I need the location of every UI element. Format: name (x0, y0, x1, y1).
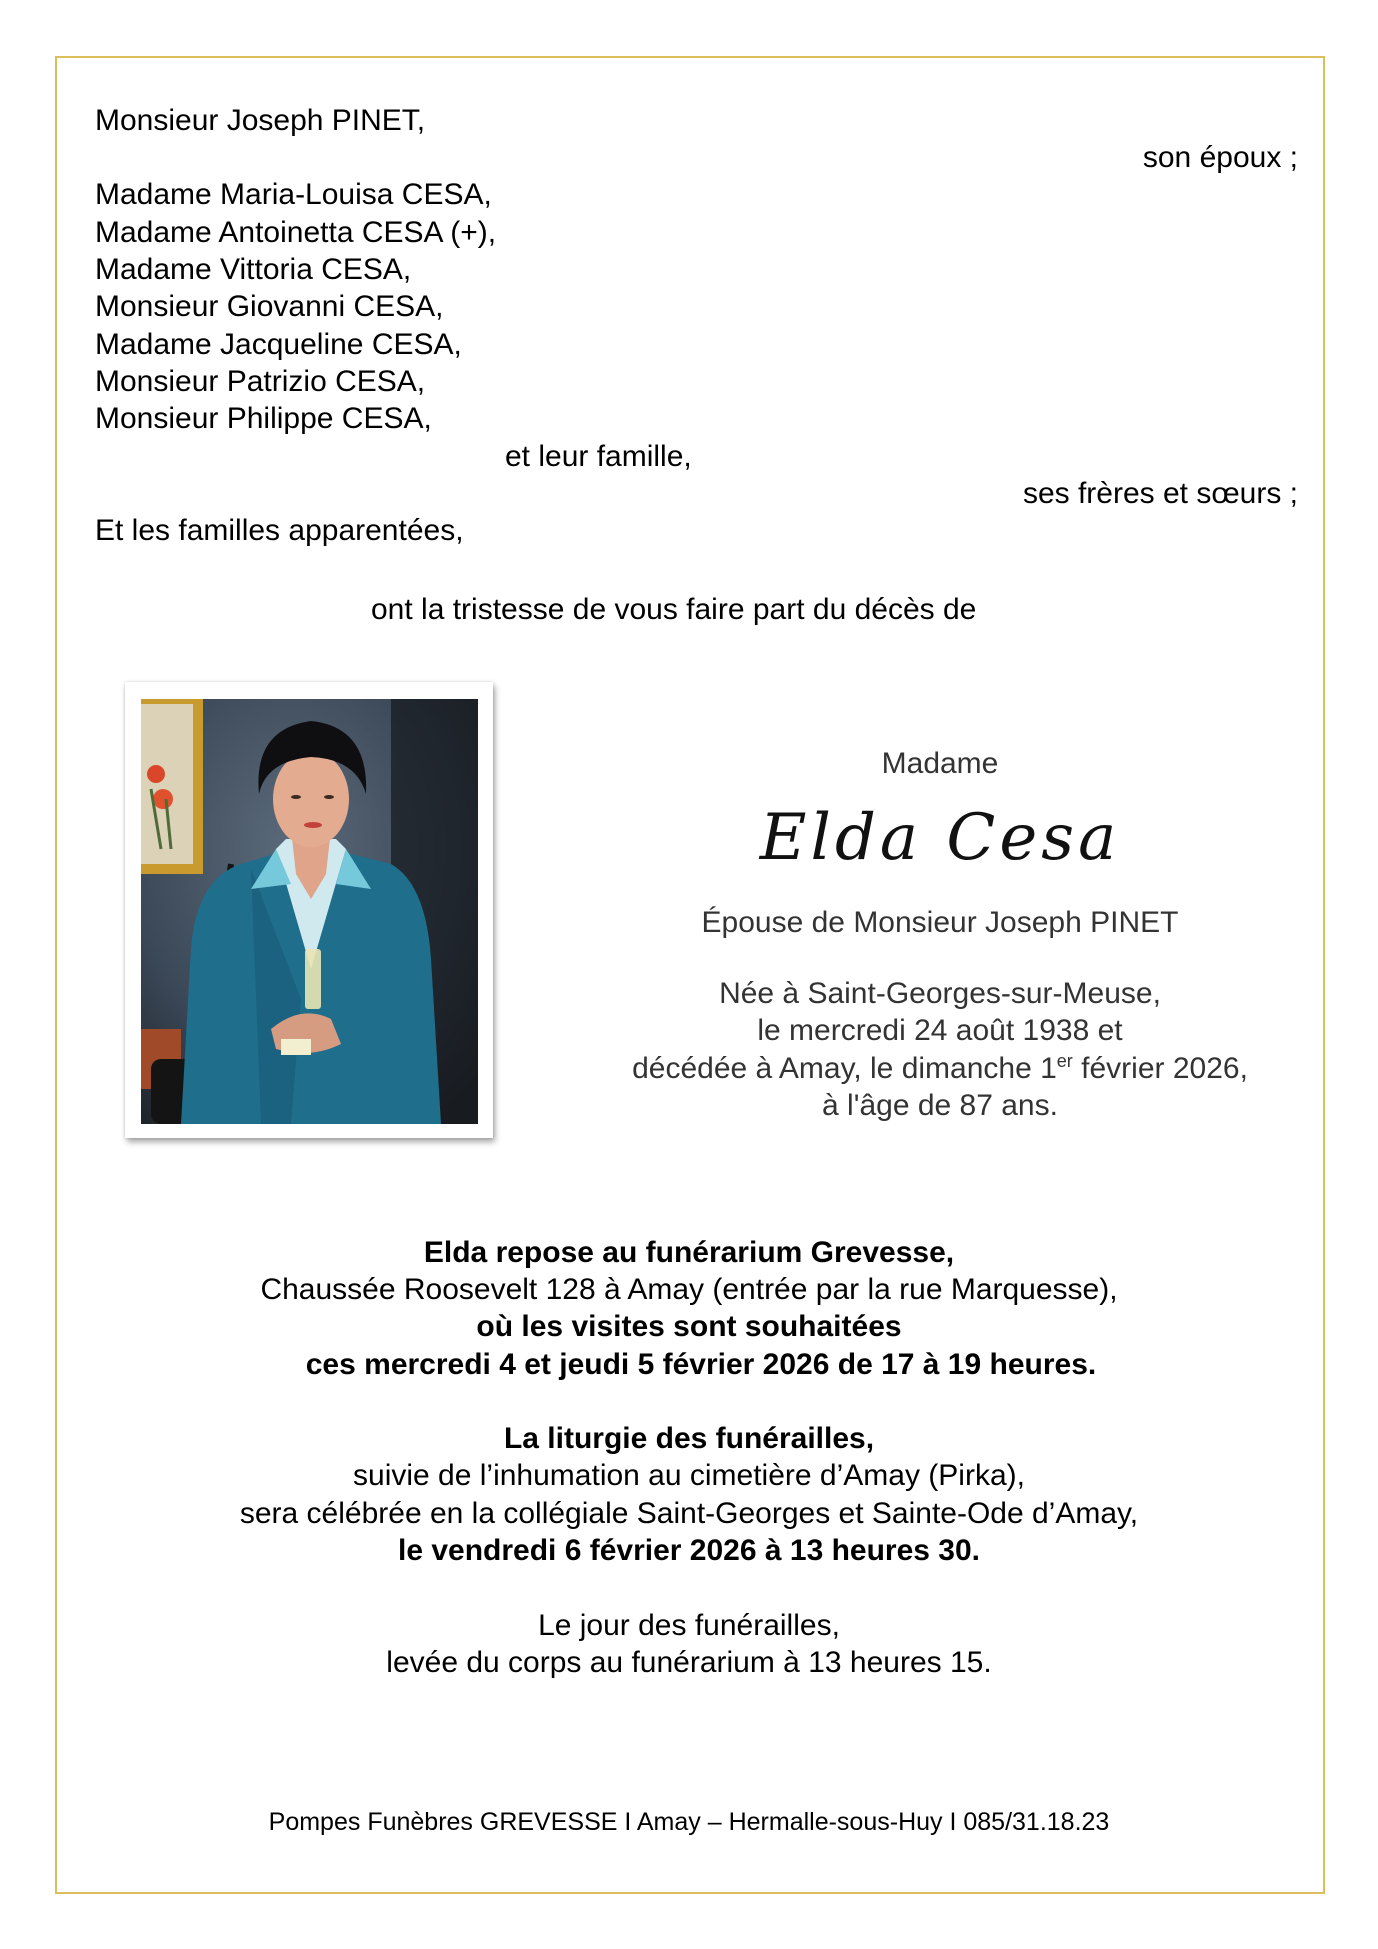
sibling-line: Monsieur Patrizio CESA, (95, 365, 426, 398)
siblings-relation: ses frères et sœurs ; (1022, 477, 1298, 510)
and-family-line: et leur famille, (505, 440, 692, 473)
sibling-line: Monsieur Giovanni CESA, (95, 290, 444, 323)
sibling-line: Madame Maria-Louisa CESA, (95, 178, 492, 211)
death-sup: er (1056, 1051, 1073, 1071)
visitation-address: Chaussée Roosevelt 128 à Amay (entrée par la rue Marquesse), (260, 1273, 1118, 1306)
procession-time: levée du corps au funérarium à 13 heures 15. (386, 1646, 992, 1679)
liturgy-place: sera célébrée en la collégiale Saint-Georges et Sainte-Ode d’Amay, (239, 1497, 1139, 1530)
liturgy-burial: suivie de l’inhumation au cimetière d’Amay (Pirka), (353, 1459, 1025, 1492)
visitation-note: où les visites sont souhaitées (476, 1310, 902, 1343)
visitation-heading: Elda repose au funérarium Grevesse, (423, 1236, 955, 1269)
announcement-line: ont la tristesse de vous faire part du décès de (371, 593, 977, 626)
spouse-relation: son époux ; (1142, 141, 1298, 174)
birth-date: le mercredi 24 août 1938 et (757, 1014, 1123, 1047)
sibling-line: Madame Vittoria CESA, (95, 253, 412, 286)
related-families-line: Et les familles apparentées, (95, 514, 464, 547)
sibling-line: Madame Jacqueline CESA, (95, 328, 462, 361)
liturgy-datetime: le vendredi 6 février 2026 à 13 heures 30. (397, 1534, 981, 1567)
deceased-title: Madame (881, 747, 999, 780)
procession-heading: Le jour des funérailles, (538, 1609, 840, 1642)
death-prefix: décédée à Amay, le dimanche 1 (632, 1052, 1057, 1085)
sibling-line: Monsieur Philippe CESA, (95, 402, 432, 435)
spouse-line: Monsieur Joseph PINET, (95, 104, 426, 137)
age-line: à l'âge de 87 ans. (822, 1089, 1058, 1122)
portrait-photo (141, 699, 478, 1124)
deceased-name: Elda Cesa (759, 801, 1121, 875)
deceased-spouse: Épouse de Monsieur Joseph PINET (701, 906, 1179, 939)
birth-place: Née à Saint-Georges-sur-Meuse, (719, 977, 1161, 1010)
funeral-home-footer: Pompes Funèbres GREVESSE I Amay – Hermalle-sous-Huy I 085/31.18.23 (268, 1808, 1110, 1836)
death-suffix: février 2026, (1072, 1052, 1248, 1085)
liturgy-heading: La liturgie des funérailles, (503, 1422, 875, 1455)
visitation-times: ces mercredi 4 et jeudi 5 février 2026 de 17 à 19 heures. (305, 1348, 1097, 1381)
sibling-line: Madame Antoinetta CESA (+), (95, 216, 497, 249)
portrait-frame (125, 682, 493, 1138)
death-info (580, 1050, 1300, 1088)
